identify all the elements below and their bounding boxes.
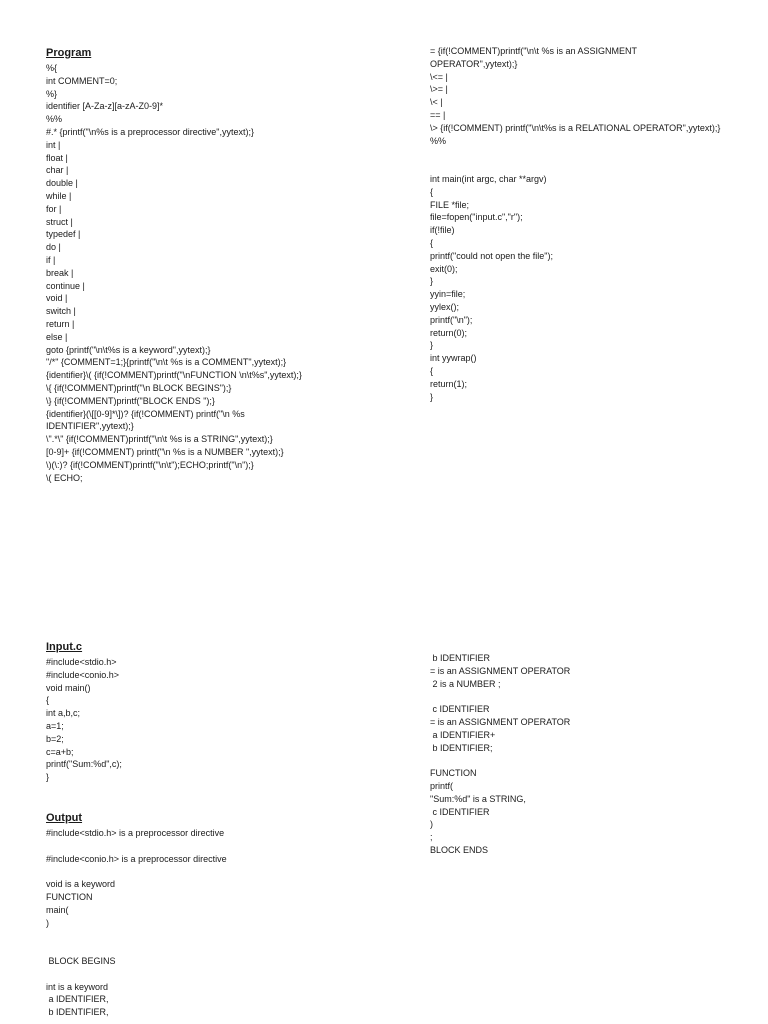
program-code-line: "/*" {COMMENT=1;}{printf("\n\t %s is a COMMENT",yytext);} — [46, 357, 287, 368]
program-code-line: [0-9]+ {if(!COMMENT) printf("\n %s is a NUMBER ",yytext);} — [46, 446, 284, 457]
output-line: c IDENTIFIER — [430, 704, 490, 715]
program-code-line: = {if(!COMMENT)printf("\n\t %s is an ASSIGNMENT — [430, 46, 637, 56]
output-line: = is an ASSIGNMENT OPERATOR — [430, 716, 571, 727]
program-code-line: } — [430, 276, 434, 287]
program-code-line: yylex(); — [430, 301, 459, 312]
input-code-line: c=a+b; — [46, 746, 74, 757]
output-line: a IDENTIFIER, — [46, 994, 109, 1005]
output-line: c IDENTIFIER — [430, 806, 490, 817]
program-code-line: %{ — [46, 63, 58, 73]
program-code-line: { — [430, 365, 434, 376]
program-code-line: == | — [430, 109, 446, 120]
output-line: ; — [430, 832, 433, 843]
output-continued — [430, 652, 750, 857]
program-code-line: return | — [46, 318, 75, 329]
blank-line — [46, 929, 386, 942]
program-code-line: struct | — [46, 216, 73, 227]
program-code-line: \<= | — [430, 71, 448, 82]
blank-line — [430, 147, 750, 160]
blank-line — [430, 160, 750, 173]
blank-line — [46, 865, 386, 878]
output-line: b IDENTIFIER; — [430, 742, 493, 753]
output-section — [46, 810, 386, 1019]
program-code-line: \>= | — [430, 84, 448, 95]
output-line: 2 is a NUMBER ; — [430, 678, 501, 689]
input-code-line: void main() — [46, 682, 91, 693]
input-code-line: #include<conio.h> — [46, 669, 120, 680]
program-code-continued — [430, 45, 750, 403]
output-line: a IDENTIFIER+ — [430, 729, 496, 740]
input-code-line: printf("Sum:%d",c); — [46, 759, 122, 770]
program-code-line: %% — [430, 135, 447, 146]
program-code-line: #.* {printf("\n%s is a preprocessor directive",yytext);} — [46, 126, 254, 137]
program-code-right — [430, 45, 750, 403]
program-code-line: { — [430, 186, 434, 197]
program-code-line: file=fopen("input.c","r"); — [430, 212, 523, 223]
output-line: ) — [430, 819, 433, 830]
output-line: b IDENTIFIER, — [46, 1007, 109, 1018]
program-code-line: else | — [46, 331, 68, 342]
output-text-right — [430, 652, 750, 857]
output-heading: Output — [46, 812, 83, 824]
program-code-line: {identifier}(\[[0-9]*\])? {if(!COMMENT) printf("\n %s — [46, 408, 245, 419]
program-code-line: } — [430, 340, 434, 351]
output-line: BLOCK ENDS — [430, 844, 489, 855]
input-code-line: b=2; — [46, 733, 64, 744]
program-code-line: \".*\" {if(!COMMENT)printf("\n\t %s is a STRING",yytext);} — [46, 434, 273, 445]
output-line: #include<conio.h> is a preprocessor directive — [46, 853, 227, 864]
program-code-line: } — [430, 391, 434, 402]
output-line: FUNCTION — [46, 891, 93, 902]
program-code-line: if | — [46, 254, 56, 265]
program-code-line: exit(0); — [430, 263, 458, 274]
input-code — [46, 656, 386, 784]
program-code-line: \( ECHO; — [46, 472, 83, 483]
program-code-line: break | — [46, 267, 74, 278]
blank-line — [430, 690, 750, 703]
output-line: printf( — [430, 780, 454, 791]
input-code-line: { — [46, 695, 50, 706]
output-line: #include<stdio.h> is a preprocessor directive — [46, 828, 225, 838]
program-code-line: %} — [46, 88, 58, 99]
output-line: ) — [46, 917, 49, 928]
input-section — [46, 639, 386, 784]
program-code-line: IDENTIFIER",yytext);} — [46, 421, 134, 432]
program-code-line: \} {if(!COMMENT)printf("BLOCK ENDS ");} — [46, 395, 215, 406]
input-heading: Input.c — [46, 641, 83, 653]
program-code-line: void | — [46, 293, 68, 304]
program-code-line: char | — [46, 165, 69, 176]
program-code-line: for | — [46, 203, 62, 214]
program-code-line: yyin=file; — [430, 289, 466, 300]
program-code-line: switch | — [46, 306, 76, 317]
blank-line — [46, 942, 386, 955]
program-code-line: float | — [46, 152, 68, 163]
output-line: BLOCK BEGINS — [46, 955, 116, 966]
program-code-line: printf("could not open the file"); — [430, 250, 553, 261]
program-code-line: {identifier}\( {if(!COMMENT)printf("\nFUNCTION \n\t%s",yytext);} — [46, 370, 302, 381]
output-line: int is a keyword — [46, 981, 109, 992]
output-line: "Sum:%d" is a STRING, — [430, 793, 526, 804]
program-code-line: int COMMENT=0; — [46, 75, 118, 86]
program-code-line: \{ {if(!COMMENT)printf("\n BLOCK BEGINS");} — [46, 382, 232, 393]
program-code-line: while | — [46, 190, 72, 201]
program-code-line: do | — [46, 242, 61, 253]
program-code-line: identifier [A-Za-z][a-zA-Z0-9]* — [46, 101, 164, 112]
blank-line — [430, 754, 750, 767]
program-code-line: %% — [46, 114, 63, 125]
program-section — [46, 45, 396, 484]
input-code-line: } — [46, 772, 50, 783]
program-code-line: { — [430, 237, 434, 248]
output-line: FUNCTION — [430, 768, 477, 779]
program-code-line: continue | — [46, 280, 85, 291]
program-code-line: int yywrap() — [430, 353, 477, 364]
output-line: = is an ASSIGNMENT OPERATOR — [430, 665, 571, 676]
input-code-line: #include<stdio.h> — [46, 657, 117, 667]
input-code-line: int a,b,c; — [46, 708, 81, 719]
program-code-line: goto {printf("\n\t%s is a keyword",yytext);} — [46, 344, 211, 355]
program-code-line: int main(int argc, char **argv) — [430, 173, 547, 184]
program-code-line: double | — [46, 178, 78, 189]
output-line: main( — [46, 904, 69, 915]
program-code-line: \< | — [430, 97, 443, 108]
program-code-line: typedef | — [46, 229, 81, 240]
blank-line — [46, 968, 386, 981]
output-line: void is a keyword — [46, 879, 116, 890]
program-code-line: int | — [46, 139, 61, 150]
input-code-line: a=1; — [46, 720, 64, 731]
program-code-line: return(0); — [430, 327, 468, 338]
output-text — [46, 827, 386, 1019]
output-line: b IDENTIFIER — [430, 653, 491, 663]
program-heading: Program — [46, 47, 92, 59]
program-code-line: if(!file) — [430, 225, 455, 236]
program-code-line: FILE *file; — [430, 199, 470, 210]
program-code-line: printf("\n"); — [430, 314, 473, 325]
blank-line — [46, 840, 386, 853]
program-code — [46, 62, 396, 484]
program-code-line: \> {if(!COMMENT) printf("\n\t%s is a RELATIONAL OPERATOR",yytext);} — [430, 122, 721, 133]
program-code-line: OPERATOR",yytext);} — [430, 58, 518, 69]
program-code-line: return(1); — [430, 378, 468, 389]
program-code-line: \)(\:)? {if(!COMMENT)printf("\n\t");ECHO;printf("\n");} — [46, 459, 254, 470]
